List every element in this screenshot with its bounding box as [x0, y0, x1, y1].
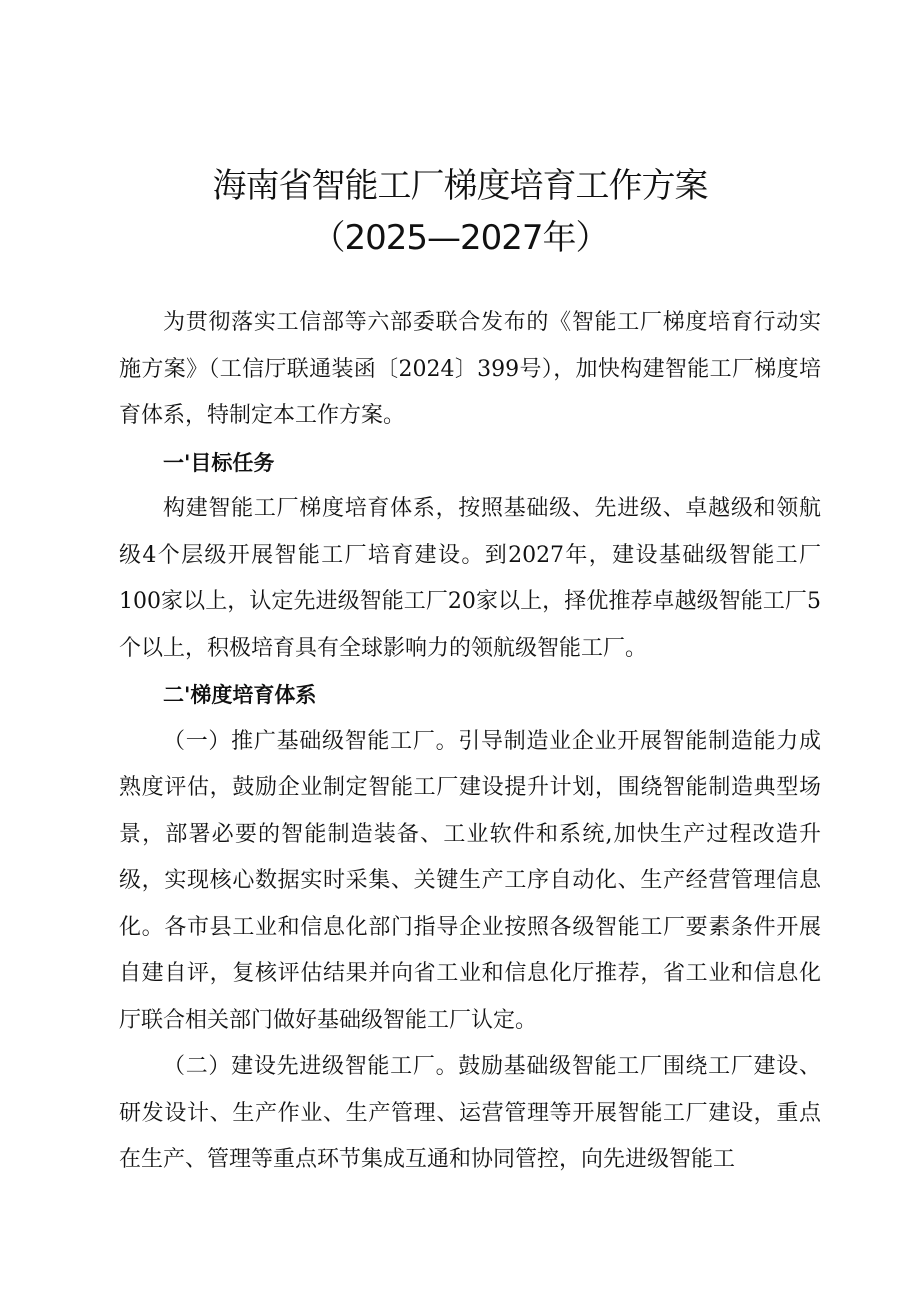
document-body	[119, 300, 821, 1184]
intro-paragraph: 为贯彻落实工信部等六部委联合发布的《智能工厂梯度培育行动实施方案》（工信厅联通装函〔2024〕399号），加快构建智能工厂梯度培育体系，特制定本工作方案。	[119, 310, 821, 428]
goals-paragraph: 构建智能工厂梯度培育体系，按照基础级、先进级、卓越级和领航级4个层级开展智能工厂培育建设。到2027年，建设基础级智能工厂100家以上，认定先进级智能工厂20家以上，择优推荐卓越级智能工厂5个以上，积极培育具有全球影响力的领航级智能工厂。	[119, 496, 821, 661]
section-heading-system: 二'梯度培育体系	[163, 683, 317, 707]
section-heading-goals: 一'目标任务	[163, 450, 275, 475]
document-title: 海南省智能工厂梯度培育工作方案	[212, 166, 708, 206]
document-subtitle-years: （2025—2027年）	[311, 218, 609, 258]
advanced-level-paragraph: （二）建设先进级智能工厂。鼓励基础级智能工厂围绕工厂建设、研发设计、生产作业、生产管理、运营管理等开展智能工厂建设，重点在生产、管理等重点环节集成互通和协同管控，向先进级智能工	[119, 1054, 821, 1172]
basic-level-paragraph: （一）推广基础级智能工厂。引导制造业企业开展智能制造能力成熟度评估，鼓励企业制定智能工厂建设提升计划，围绕智能制造典型场景，部署必要的智能制造装备、工业软件和系统,加快生产过程改造升级，实现核心数据实时采集、关键生产工序自动化、生产经营管理信息化。各市县工业和信息化部门指导企业按照各级智能工厂要素条件开展自建自评，复核评估结果并向省工业和信息化厅推荐，省工业和信息化厅联合相关部门做好基础级智能工厂认定。	[119, 728, 821, 1033]
